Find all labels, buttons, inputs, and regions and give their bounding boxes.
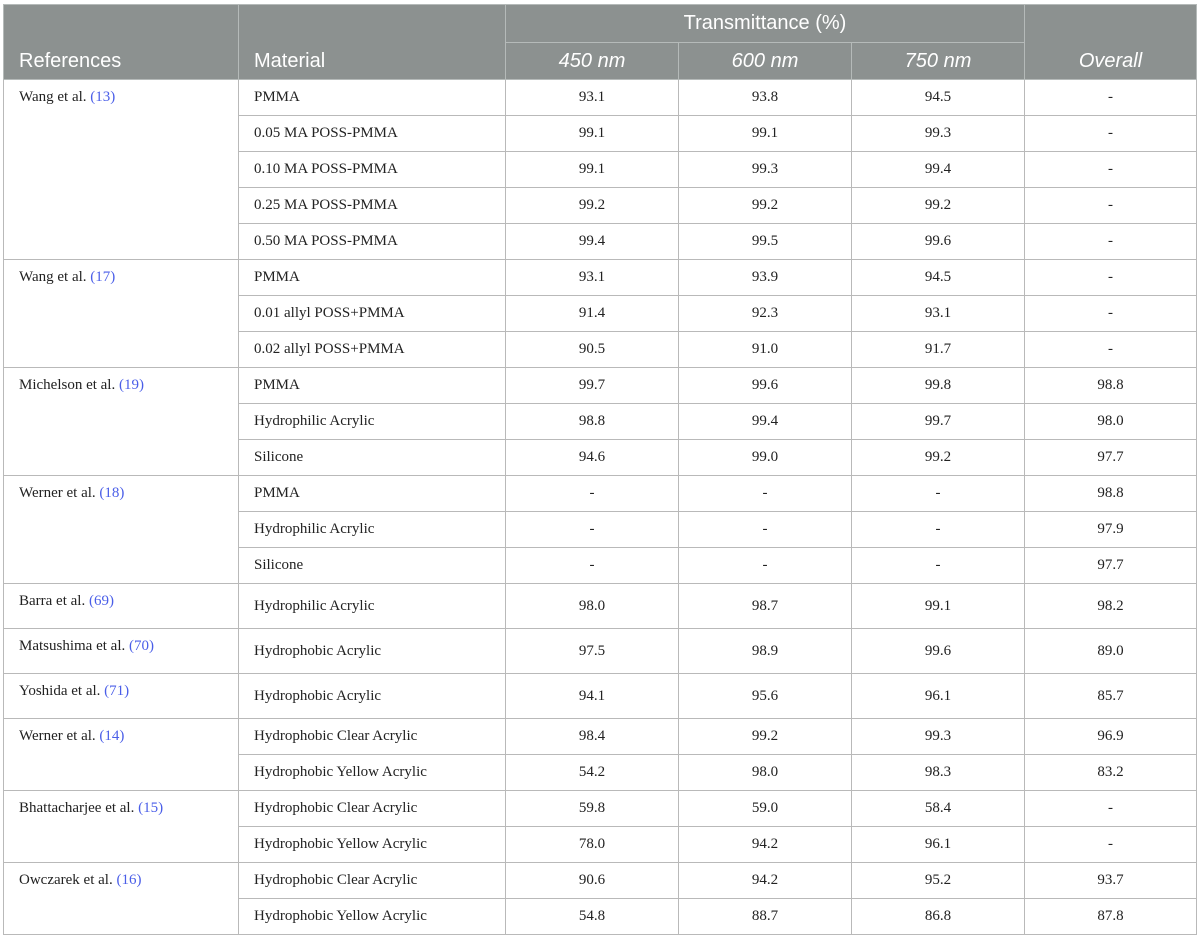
value-450nm-cell: 98.0 (506, 584, 679, 629)
transmittance-table (3, 4, 1197, 935)
value-450nm-cell: 98.8 (506, 404, 679, 440)
value-overall-cell: 97.7 (1025, 548, 1197, 584)
value-750nm-cell: 91.7 (852, 332, 1025, 368)
value-450nm-cell: 54.2 (506, 755, 679, 791)
value-overall-cell: - (1025, 332, 1197, 368)
value-600nm-cell: 93.9 (679, 260, 852, 296)
header-overall: Overall (1025, 5, 1197, 80)
value-600nm-cell: 98.0 (679, 755, 852, 791)
value-600nm-cell: 99.6 (679, 368, 852, 404)
material-cell: Hydrophobic Clear Acrylic (239, 791, 506, 827)
value-450nm-cell: 98.4 (506, 719, 679, 755)
reference-author: Yoshida et al. (19, 683, 101, 699)
reference-citation-link[interactable]: (17) (90, 269, 116, 285)
value-overall-cell: - (1025, 827, 1197, 863)
reference-citation-link[interactable]: (14) (99, 728, 125, 744)
material-cell: Hydrophilic Acrylic (239, 584, 506, 629)
value-750nm-cell: 86.8 (852, 899, 1025, 935)
value-600nm-cell: - (679, 476, 852, 512)
value-450nm-cell: 91.4 (506, 296, 679, 332)
reference-citation-link[interactable]: (71) (104, 683, 130, 699)
value-450nm-cell: 78.0 (506, 827, 679, 863)
value-750nm-cell: 99.2 (852, 440, 1025, 476)
value-750nm-cell: 94.5 (852, 80, 1025, 116)
reference-author: Wang et al. (19, 89, 87, 105)
value-750nm-cell: 99.6 (852, 224, 1025, 260)
header-600nm: 600 nm (679, 43, 852, 80)
material-cell: Hydrophilic Acrylic (239, 512, 506, 548)
value-750nm-cell: 94.5 (852, 260, 1025, 296)
reference-citation-link[interactable]: (13) (90, 89, 116, 105)
material-cell: PMMA (239, 476, 506, 512)
table-row (4, 476, 1197, 512)
value-600nm-cell: 98.7 (679, 584, 852, 629)
reference-cell (4, 674, 239, 719)
material-cell: 0.02 allyl POSS+PMMA (239, 332, 506, 368)
value-overall-cell: - (1025, 188, 1197, 224)
table-row (4, 674, 1197, 719)
value-750nm-cell: 98.3 (852, 755, 1025, 791)
material-cell: Hydrophobic Yellow Acrylic (239, 827, 506, 863)
material-cell: Hydrophobic Acrylic (239, 629, 506, 674)
value-overall-cell: 98.8 (1025, 476, 1197, 512)
material-cell: PMMA (239, 80, 506, 116)
value-750nm-cell: - (852, 548, 1025, 584)
value-750nm-cell: 99.1 (852, 584, 1025, 629)
reference-citation-link[interactable]: (15) (138, 800, 164, 816)
value-overall-cell: 87.8 (1025, 899, 1197, 935)
value-750nm-cell: 93.1 (852, 296, 1025, 332)
reference-cell (4, 368, 239, 476)
value-600nm-cell: 99.3 (679, 152, 852, 188)
value-600nm-cell: 92.3 (679, 296, 852, 332)
header-transmittance: Transmittance (%) (506, 5, 1025, 43)
reference-cell (4, 629, 239, 674)
reference-citation-link[interactable]: (16) (116, 872, 142, 888)
value-450nm-cell: 97.5 (506, 629, 679, 674)
value-600nm-cell: 94.2 (679, 827, 852, 863)
value-750nm-cell: 99.6 (852, 629, 1025, 674)
value-450nm-cell: 59.8 (506, 791, 679, 827)
header-references: References (4, 5, 239, 80)
table-row (4, 584, 1197, 629)
value-600nm-cell: 94.2 (679, 863, 852, 899)
value-450nm-cell: 93.1 (506, 260, 679, 296)
value-overall-cell: 85.7 (1025, 674, 1197, 719)
table-body (4, 80, 1197, 935)
value-overall-cell: - (1025, 224, 1197, 260)
reference-author: Werner et al. (19, 485, 96, 501)
reference-cell (4, 476, 239, 584)
material-cell: 0.50 MA POSS-PMMA (239, 224, 506, 260)
table-row (4, 719, 1197, 755)
value-overall-cell: - (1025, 152, 1197, 188)
material-cell: Hydrophobic Yellow Acrylic (239, 899, 506, 935)
header-450nm: 450 nm (506, 43, 679, 80)
value-overall-cell: 97.9 (1025, 512, 1197, 548)
material-cell: 0.01 allyl POSS+PMMA (239, 296, 506, 332)
value-600nm-cell: 99.2 (679, 719, 852, 755)
table-row (4, 863, 1197, 899)
material-cell: Silicone (239, 440, 506, 476)
value-450nm-cell: 94.6 (506, 440, 679, 476)
value-450nm-cell: 99.4 (506, 224, 679, 260)
material-cell: Hydrophobic Acrylic (239, 674, 506, 719)
value-450nm-cell: 99.7 (506, 368, 679, 404)
reference-author: Wang et al. (19, 269, 87, 285)
value-450nm-cell: 94.1 (506, 674, 679, 719)
value-750nm-cell: 95.2 (852, 863, 1025, 899)
value-overall-cell: 83.2 (1025, 755, 1197, 791)
reference-cell (4, 719, 239, 791)
reference-author: Werner et al. (19, 728, 96, 744)
value-600nm-cell: 99.4 (679, 404, 852, 440)
reference-author: Owczarek et al. (19, 872, 113, 888)
table-header (4, 5, 1197, 80)
material-cell: 0.25 MA POSS-PMMA (239, 188, 506, 224)
value-600nm-cell: 59.0 (679, 791, 852, 827)
value-450nm-cell: 90.6 (506, 863, 679, 899)
material-cell: PMMA (239, 260, 506, 296)
table-row (4, 791, 1197, 827)
value-750nm-cell: 99.3 (852, 116, 1025, 152)
reference-citation-link[interactable]: (19) (118, 377, 144, 393)
material-cell: Silicone (239, 548, 506, 584)
value-750nm-cell: 99.4 (852, 152, 1025, 188)
material-cell: Hydrophobic Clear Acrylic (239, 863, 506, 899)
reference-citation-link[interactable]: (18) (99, 485, 125, 501)
reference-cell (4, 80, 239, 260)
value-750nm-cell: 96.1 (852, 827, 1025, 863)
value-600nm-cell: 99.1 (679, 116, 852, 152)
reference-cell (4, 260, 239, 368)
value-600nm-cell: 99.0 (679, 440, 852, 476)
reference-author: Michelson et al. (19, 377, 116, 393)
value-450nm-cell: - (506, 548, 679, 584)
value-450nm-cell: 90.5 (506, 332, 679, 368)
value-600nm-cell: 88.7 (679, 899, 852, 935)
value-overall-cell: - (1025, 791, 1197, 827)
value-overall-cell: 98.2 (1025, 584, 1197, 629)
value-overall-cell: - (1025, 116, 1197, 152)
value-overall-cell: 93.7 (1025, 863, 1197, 899)
value-overall-cell: - (1025, 80, 1197, 116)
value-750nm-cell: - (852, 512, 1025, 548)
value-750nm-cell: 99.3 (852, 719, 1025, 755)
value-600nm-cell: 99.5 (679, 224, 852, 260)
reference-citation-link[interactable]: (70) (128, 638, 154, 654)
value-750nm-cell: 99.2 (852, 188, 1025, 224)
table-row (4, 260, 1197, 296)
value-600nm-cell: 99.2 (679, 188, 852, 224)
value-600nm-cell: 93.8 (679, 80, 852, 116)
value-750nm-cell: - (852, 476, 1025, 512)
value-600nm-cell: 98.9 (679, 629, 852, 674)
material-cell: 0.10 MA POSS-PMMA (239, 152, 506, 188)
reference-cell (4, 791, 239, 863)
material-cell: Hydrophobic Clear Acrylic (239, 719, 506, 755)
material-cell: Hydrophilic Acrylic (239, 404, 506, 440)
table-row (4, 629, 1197, 674)
value-450nm-cell: 93.1 (506, 80, 679, 116)
reference-author: Bhattacharjee et al. (19, 800, 135, 816)
reference-cell (4, 584, 239, 629)
value-overall-cell: 98.8 (1025, 368, 1197, 404)
value-450nm-cell: 99.1 (506, 152, 679, 188)
material-cell: 0.05 MA POSS-PMMA (239, 116, 506, 152)
value-450nm-cell: - (506, 476, 679, 512)
value-overall-cell: 89.0 (1025, 629, 1197, 674)
reference-citation-link[interactable]: (69) (88, 593, 114, 609)
table-row (4, 80, 1197, 116)
value-750nm-cell: 58.4 (852, 791, 1025, 827)
table-row (4, 368, 1197, 404)
reference-author: Barra et al. (19, 593, 86, 609)
value-overall-cell: 98.0 (1025, 404, 1197, 440)
value-750nm-cell: 96.1 (852, 674, 1025, 719)
value-600nm-cell: - (679, 512, 852, 548)
value-overall-cell: 97.7 (1025, 440, 1197, 476)
value-450nm-cell: 54.8 (506, 899, 679, 935)
value-overall-cell: - (1025, 296, 1197, 332)
value-450nm-cell: - (506, 512, 679, 548)
material-cell: Hydrophobic Yellow Acrylic (239, 755, 506, 791)
value-600nm-cell: 91.0 (679, 332, 852, 368)
value-450nm-cell: 99.2 (506, 188, 679, 224)
value-750nm-cell: 99.8 (852, 368, 1025, 404)
header-material: Material (239, 5, 506, 80)
value-750nm-cell: 99.7 (852, 404, 1025, 440)
value-450nm-cell: 99.1 (506, 116, 679, 152)
reference-cell (4, 863, 239, 935)
material-cell: PMMA (239, 368, 506, 404)
value-600nm-cell: - (679, 548, 852, 584)
reference-author: Matsushima et al. (19, 638, 126, 654)
value-overall-cell: - (1025, 260, 1197, 296)
value-600nm-cell: 95.6 (679, 674, 852, 719)
value-overall-cell: 96.9 (1025, 719, 1197, 755)
header-750nm: 750 nm (852, 43, 1025, 80)
